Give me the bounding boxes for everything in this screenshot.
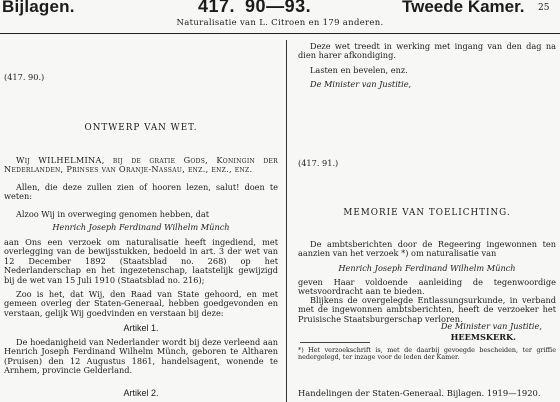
footnote: *) Het verzoekschrift is, met de daarbij gevoegde bescheiden, ter griffie nedergelegd, ter inzage voor de leden der Kamer. bbox=[298, 346, 556, 361]
article-2-title: Artikel 2. bbox=[123, 388, 159, 398]
memorandum-applicant-name: Henrich Joseph Ferdinand Wilhelm Münch bbox=[338, 263, 516, 273]
council-text: Zoo is het, dat Wij, den Raad van State gehoord, en met gemeen overleg der Staten-Generaal, hebben goedgevonden en verstaan, gelijk Wij goedvinden en verstaan bij deze: bbox=[4, 289, 278, 318]
signature-title: De Minister van Justitie, bbox=[440, 321, 542, 331]
page-number: 25 bbox=[538, 3, 550, 13]
right-ref: (417. 91.) bbox=[298, 158, 339, 168]
header-rule bbox=[0, 33, 560, 34]
page-footer: Handelingen der Staten-Generaal. Bijlagen. 1919—1920. bbox=[298, 388, 541, 398]
article-1-title: Artikel 1. bbox=[123, 323, 159, 333]
document-number: 417. bbox=[198, 0, 236, 16]
memorandum-paragraph-1: De ambtsberichten door de Regeering ingewonnen ten aanzien van het verzoek *) om naturalisatie van bbox=[298, 239, 556, 259]
effective-date-text: Deze wet treedt in werking met ingang van den dag na dien harer afkondiging. bbox=[298, 41, 556, 61]
minister-line: De Minister van Justitie, bbox=[310, 79, 412, 89]
item-numbers: 90—93. bbox=[245, 0, 312, 16]
royal-preamble: Wij WILHELMINA, bij de gratie Gods, Koningin der Nederlanden, Prinses van Oranje-Nassau, enz., enz., enz. bbox=[4, 155, 278, 175]
header-chamber-label: Tweede Kamer. bbox=[402, 0, 525, 16]
greeting-text: Allen, die deze zullen zien of hooren lezen, salut! doen te weten: bbox=[4, 182, 278, 202]
page-subtitle: Naturalisatie van L. Citroen en 179 anderen. bbox=[176, 18, 384, 28]
header-section-label: Bijlagen. bbox=[2, 0, 75, 16]
left-ref: (417. 90.) bbox=[4, 72, 45, 82]
footnote-rule bbox=[300, 342, 370, 343]
request-text: aan Ons een verzoek om naturalisatie heeft ingediend, met overlegging van de bewijsstukken, bedoeld in art. 3 der wet van 12 December 1892 (Staatsblad no. 268) op het Nederlanderschap en het ingezetenschap, laatstelijk gewijzigd bij de wet van 15 Juli 1910 (Staatsblad no. 216); bbox=[4, 237, 278, 285]
memorandum-paragraph-3: Blijkens de overgelegde Entlassungsurkunde, in verband met de ingewonnen ambtsberichten, heeft de verzoeker het Pruisische Staatsburgerschap verloren. bbox=[298, 295, 556, 324]
signature-name: HEEMSKERK. bbox=[450, 332, 516, 342]
applicant-name: Henrich Joseph Ferdinand Wilhelm Münch bbox=[52, 222, 230, 232]
header-document-number bbox=[198, 0, 311, 17]
consideration-text: Alzoo Wij in overweging genomen hebben, dat bbox=[16, 209, 210, 219]
article-1-text: De hoedanigheid van Nederlander wordt bij deze verleend aan Henrich Joseph Ferdinand Wilhelm Münch, geboren te Altharen (Pruisen) den 12 Augustus 1861, handelsagent, wonende te Arnhem, provincie Gelderland. bbox=[4, 337, 278, 376]
column-divider bbox=[286, 40, 287, 402]
memorandum-paragraph-2: geven Haar voldoende aanleiding de tegenwoordige wetsvoordracht aan te bieden. bbox=[298, 277, 556, 297]
order-text: Lasten en bevelen, enz. bbox=[310, 65, 408, 75]
bill-heading: ONTWERP VAN WET. bbox=[84, 123, 198, 133]
memorandum-heading: MEMORIE VAN TOELICHTING. bbox=[343, 208, 511, 218]
